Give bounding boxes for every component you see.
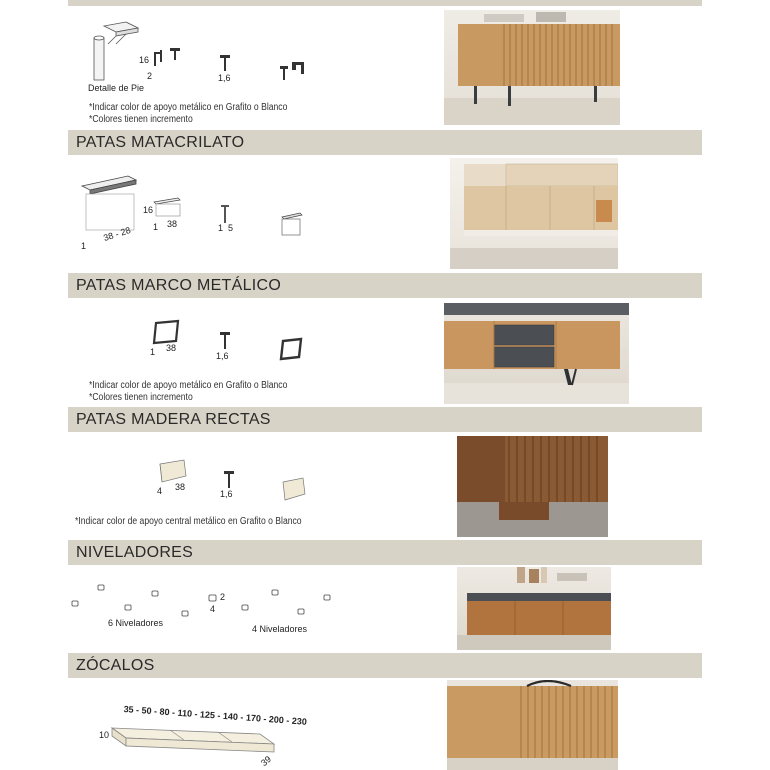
leveler-dim-4: 4 bbox=[210, 604, 216, 614]
levelers-4-label: 4 Niveladores bbox=[252, 624, 308, 634]
frame-dim-1-6: 1,6 bbox=[216, 351, 229, 361]
acrylic-t-profile-icon bbox=[221, 205, 229, 223]
plinth-lengths: 35 - 50 - 80 - 110 - 125 - 140 - 170 - 200 - 230 bbox=[123, 704, 308, 727]
frame-leg-icon bbox=[279, 337, 303, 361]
leg-detail-drawing bbox=[86, 18, 146, 84]
sideboard-photo-oak-graphite bbox=[444, 303, 629, 404]
plinth-depth: 39 bbox=[258, 753, 274, 769]
sideboard-photo-oak-plinth bbox=[447, 680, 618, 770]
band-marco-metalico bbox=[68, 273, 702, 298]
leg-detail-label: Detalle de Pie bbox=[88, 83, 145, 93]
section-title-marco-metalico: PATAS MARCO METÁLICO bbox=[76, 276, 282, 294]
wood-dim-4: 4 bbox=[157, 486, 163, 496]
pie-note-2: *Colores tienen incremento bbox=[89, 114, 193, 125]
wood-t-profile-icon bbox=[224, 471, 234, 488]
pie-dim-16: 16 bbox=[139, 55, 150, 65]
acrylic-dim-38: 38 bbox=[167, 219, 178, 229]
section-title-madera-rectas: PATAS MADERA RECTAS bbox=[76, 410, 271, 428]
pie-dim-1-6: 1,6 bbox=[218, 73, 231, 83]
top-band bbox=[68, 0, 702, 6]
acrylic-dim-38-28: 38 - 28 bbox=[102, 224, 132, 244]
frame-t-profile-icon bbox=[220, 332, 230, 349]
section-title-zocalos: ZÓCALOS bbox=[76, 656, 155, 674]
band-zocalos bbox=[68, 653, 702, 678]
plinth-drawing bbox=[110, 718, 276, 754]
frame-note-1: *Indicar color de apoyo metálico en Grafito o Blanco bbox=[89, 380, 288, 391]
band-madera-rectas bbox=[68, 407, 702, 432]
wood-note: *Indicar color de apoyo central metálico en Grafito o Blanco bbox=[75, 516, 302, 527]
acrylic-dim-16: 16 bbox=[143, 205, 154, 215]
frame-dim-1: 1 bbox=[150, 347, 156, 357]
pie-bracket-icon bbox=[278, 60, 306, 82]
sideboard-photo-walnut-detail bbox=[457, 436, 608, 537]
frame-dim-38: 38 bbox=[166, 343, 177, 353]
leveler-detail-icon bbox=[208, 594, 218, 604]
section-title-niveladores: NIVELADORES bbox=[76, 543, 194, 561]
wood-dim-1-6: 1,6 bbox=[220, 489, 233, 499]
acrylic-panel-icon bbox=[280, 211, 304, 237]
levelers-4-drawing bbox=[240, 588, 336, 618]
pie-dim-2: 2 bbox=[147, 71, 153, 81]
acrylic-dim-5: 5 bbox=[228, 223, 234, 233]
levelers-6-label: 6 Niveladores bbox=[108, 618, 164, 628]
sideboard-photo-floor-oak bbox=[457, 567, 611, 650]
levelers-6-drawing bbox=[68, 583, 198, 619]
section-title-matacrilato: PATAS MATACRILATO bbox=[76, 133, 245, 151]
band-niveladores bbox=[68, 540, 702, 565]
acrylic-dim-1c: 1 bbox=[218, 223, 224, 233]
pie-note-1: *Indicar color de apoyo metálico en Grafito o Blanco bbox=[89, 102, 288, 113]
pie-profile-icon bbox=[150, 48, 182, 72]
acrylic-dim-1: 1 bbox=[81, 241, 87, 251]
plinth-height: 10 bbox=[99, 730, 110, 740]
wood-dim-38: 38 bbox=[175, 482, 186, 492]
frame-note-2: *Colores tienen incremento bbox=[89, 392, 193, 403]
sideboard-photo-oak-slatted bbox=[444, 10, 620, 125]
acrylic-dim-1b: 1 bbox=[153, 222, 159, 232]
pie-t-profile-icon bbox=[220, 55, 230, 71]
acrylic-leg-large-drawing bbox=[78, 172, 140, 236]
wood-leg-drawing bbox=[158, 460, 188, 484]
wood-leg-icon bbox=[281, 476, 307, 502]
leveler-dim-2: 2 bbox=[220, 592, 226, 602]
sideboard-photo-light-floating bbox=[450, 158, 618, 269]
metal-frame-leg-drawing bbox=[152, 321, 180, 343]
band-matacrilato bbox=[68, 130, 702, 155]
acrylic-leg-small-drawing bbox=[152, 196, 182, 218]
